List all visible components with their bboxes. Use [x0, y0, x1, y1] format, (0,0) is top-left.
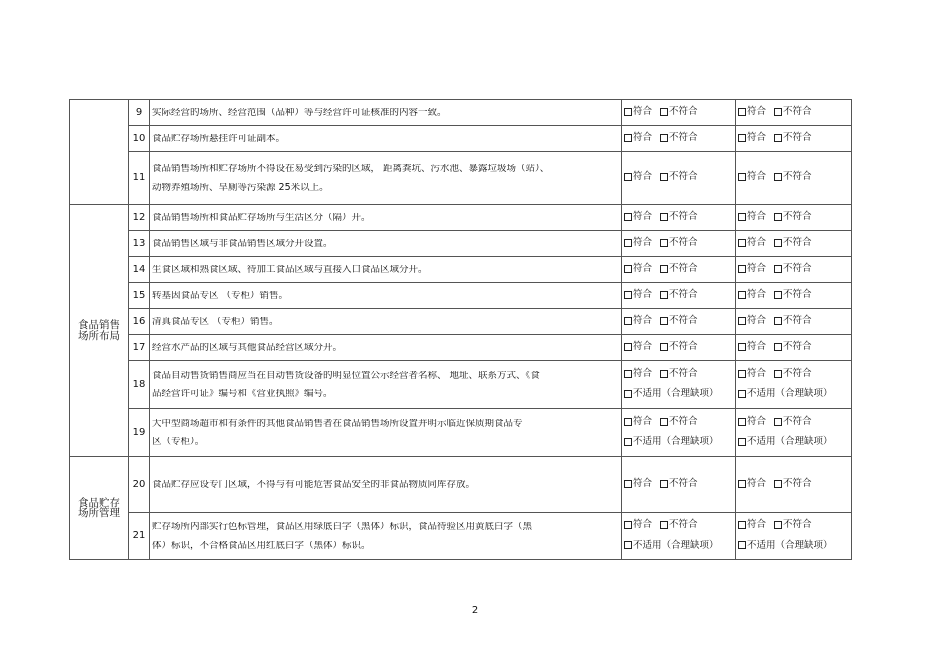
- item-number: 21: [129, 513, 150, 560]
- item-number: 19: [129, 409, 150, 457]
- checkbox-icon[interactable]: [660, 418, 668, 426]
- table-row: [70, 457, 852, 513]
- not-comply-option[interactable]: 不符合: [774, 107, 812, 117]
- item-number: 9: [129, 100, 150, 126]
- comply-option[interactable]: 符合: [624, 107, 652, 117]
- comply-option[interactable]: 符合: [738, 369, 766, 379]
- checkbox-icon[interactable]: [624, 291, 632, 299]
- checkbox-icon[interactable]: [774, 134, 782, 142]
- item-number: 14: [129, 257, 150, 283]
- not-applicable-option[interactable]: 不适用（合理缺项）: [738, 541, 833, 551]
- checkbox-icon[interactable]: [738, 173, 746, 181]
- requirement-text: 清真食品专区 （专柜）销售。: [150, 309, 622, 335]
- not-comply-option[interactable]: 不符合: [660, 479, 698, 489]
- self-check-result: [622, 409, 736, 457]
- not-comply-option[interactable]: 不符合: [774, 316, 812, 326]
- inspection-result: [736, 126, 852, 152]
- item-number: 16: [129, 309, 150, 335]
- checkbox-icon[interactable]: [660, 239, 668, 247]
- requirement-text: 生食区域和熟食区域、待加工食品区域与直接入口食品区域分开。: [150, 257, 622, 283]
- comply-option[interactable]: 符合: [624, 212, 652, 222]
- not-comply-option[interactable]: 不符合: [660, 520, 698, 530]
- requirement-text: 食品销售区域与非食品销售区域分开设置。: [150, 231, 622, 257]
- item-number: 18: [129, 361, 150, 409]
- self-check-result: [622, 283, 736, 309]
- requirement-text: 食品自动售货销售商应当在自动售货设备的明显位置公示经营者名称、 地址、联系方式、《食 品经营许可证》编号和《营业执照》编号。: [150, 361, 622, 409]
- checkbox-icon[interactable]: [774, 418, 782, 426]
- comply-option[interactable]: 符合: [624, 290, 652, 300]
- checkbox-icon[interactable]: [738, 418, 746, 426]
- checkbox-icon[interactable]: [738, 291, 746, 299]
- inspection-result: [736, 231, 852, 257]
- self-check-result: [622, 257, 736, 283]
- checkbox-icon[interactable]: [738, 134, 746, 142]
- not-comply-option[interactable]: 不符合: [660, 417, 698, 427]
- comply-option[interactable]: 符合: [624, 238, 652, 248]
- checkbox-icon[interactable]: [660, 173, 668, 181]
- item-number: 13: [129, 231, 150, 257]
- checkbox-icon[interactable]: [660, 213, 668, 221]
- not-comply-option[interactable]: 不符合: [774, 290, 812, 300]
- checkbox-icon[interactable]: [624, 541, 632, 549]
- comply-option[interactable]: 符合: [624, 264, 652, 274]
- requirement-text: 食品贮存场所悬挂许可证副本。: [150, 126, 622, 152]
- comply-option[interactable]: 符合: [738, 212, 766, 222]
- not-comply-option[interactable]: 不符合: [660, 369, 698, 379]
- comply-option[interactable]: 符合: [738, 479, 766, 489]
- checkbox-icon[interactable]: [660, 134, 668, 142]
- checkbox-icon[interactable]: [624, 418, 632, 426]
- not-comply-option[interactable]: 不符合: [774, 520, 812, 530]
- checkbox-icon[interactable]: [624, 317, 632, 325]
- checkbox-icon[interactable]: [774, 239, 782, 247]
- not-applicable-option[interactable]: 不适用（合理缺项）: [624, 437, 719, 447]
- comply-option[interactable]: 符合: [738, 172, 766, 182]
- not-comply-option[interactable]: 不符合: [660, 290, 698, 300]
- checkbox-icon[interactable]: [738, 265, 746, 273]
- self-check-result: [622, 513, 736, 560]
- table-row: [70, 361, 852, 409]
- checkbox-icon[interactable]: [738, 370, 746, 378]
- self-check-result: [622, 231, 736, 257]
- checkbox-icon[interactable]: [660, 370, 668, 378]
- table-row: [70, 231, 852, 257]
- checkbox-icon[interactable]: [774, 173, 782, 181]
- not-comply-option[interactable]: 不符合: [660, 238, 698, 248]
- not-comply-option[interactable]: 不符合: [774, 479, 812, 489]
- inspection-result: [736, 309, 852, 335]
- table-row: [70, 309, 852, 335]
- comply-option[interactable]: 符合: [624, 342, 652, 352]
- inspection-result: [736, 361, 852, 409]
- checkbox-icon[interactable]: [738, 521, 746, 529]
- not-comply-option[interactable]: 不符合: [774, 369, 812, 379]
- checkbox-icon[interactable]: [738, 213, 746, 221]
- table-row: [70, 335, 852, 361]
- self-check-result: [622, 152, 736, 205]
- inspection-result: [736, 100, 852, 126]
- comply-option[interactable]: 符合: [624, 316, 652, 326]
- not-comply-option[interactable]: 不符合: [660, 107, 698, 117]
- checkbox-icon[interactable]: [624, 213, 632, 221]
- checkbox-icon[interactable]: [738, 438, 746, 446]
- checkbox-icon[interactable]: [624, 480, 632, 488]
- not-comply-option[interactable]: 不符合: [660, 212, 698, 222]
- checkbox-icon[interactable]: [738, 541, 746, 549]
- comply-option[interactable]: 符合: [624, 520, 652, 530]
- checkbox-icon[interactable]: [660, 265, 668, 273]
- page-number: 2: [471, 605, 479, 616]
- comply-option[interactable]: 符合: [738, 238, 766, 248]
- comply-option[interactable]: 符合: [624, 172, 652, 182]
- table-row: [70, 152, 852, 205]
- not-comply-option[interactable]: 不符合: [660, 316, 698, 326]
- item-number: 17: [129, 335, 150, 361]
- self-check-result: [622, 126, 736, 152]
- checkbox-icon[interactable]: [738, 317, 746, 325]
- comply-option[interactable]: 符合: [738, 417, 766, 427]
- checkbox-icon[interactable]: [774, 370, 782, 378]
- checkbox-icon[interactable]: [738, 480, 746, 488]
- not-comply-option[interactable]: 不符合: [774, 264, 812, 274]
- category-cell-storage: 食品贮存 场所管理: [70, 457, 129, 560]
- table-row: [70, 205, 852, 231]
- table-row: [70, 257, 852, 283]
- inspection-result: [736, 152, 852, 205]
- checkbox-icon[interactable]: [660, 343, 668, 351]
- checkbox-icon[interactable]: [774, 265, 782, 273]
- not-comply-option[interactable]: 不符合: [774, 133, 812, 143]
- requirement-text: 转基因食品专区 （专柜）销售。: [150, 283, 622, 309]
- checkbox-icon[interactable]: [624, 390, 632, 398]
- checkbox-icon[interactable]: [624, 134, 632, 142]
- item-number: 20: [129, 457, 150, 513]
- not-applicable-option[interactable]: 不适用（合理缺项）: [624, 389, 719, 399]
- item-number: 15: [129, 283, 150, 309]
- inspection-result: [736, 283, 852, 309]
- checkbox-icon[interactable]: [738, 239, 746, 247]
- comply-option[interactable]: 符合: [624, 479, 652, 489]
- self-check-result: [622, 361, 736, 409]
- comply-option[interactable]: 符合: [738, 342, 766, 352]
- checkbox-icon[interactable]: [774, 343, 782, 351]
- item-number: 10: [129, 126, 150, 152]
- not-comply-option[interactable]: 不符合: [660, 133, 698, 143]
- self-check-result: [622, 100, 736, 126]
- checkbox-icon[interactable]: [624, 265, 632, 273]
- comply-option[interactable]: 符合: [738, 133, 766, 143]
- item-number: 12: [129, 205, 150, 231]
- inspection-result: [736, 257, 852, 283]
- self-check-result: [622, 309, 736, 335]
- not-comply-option[interactable]: 不符合: [774, 238, 812, 248]
- category-cell-layout: 食品销售 场所布局: [70, 205, 129, 457]
- not-applicable-option[interactable]: 不适用（合理缺项）: [738, 389, 833, 399]
- requirement-text: 贮存场所内部实行色标管理，食品区用绿底白字（黑体）标识，食品待验区用黄底白字（黑 体）标识，不合格食品区用红底白字（黑体）标识。: [150, 513, 622, 560]
- not-comply-option[interactable]: 不符合: [774, 212, 812, 222]
- checkbox-icon[interactable]: [774, 108, 782, 116]
- inspection-result: [736, 409, 852, 457]
- item-number: 11: [129, 152, 150, 205]
- comply-option[interactable]: 符合: [738, 316, 766, 326]
- checkbox-icon[interactable]: [738, 343, 746, 351]
- checkbox-icon[interactable]: [738, 390, 746, 398]
- checkbox-icon[interactable]: [624, 343, 632, 351]
- checkbox-icon[interactable]: [774, 213, 782, 221]
- not-comply-option[interactable]: 不符合: [774, 172, 812, 182]
- checkbox-icon[interactable]: [660, 521, 668, 529]
- checkbox-icon[interactable]: [624, 521, 632, 529]
- inspection-result: [736, 335, 852, 361]
- comply-option[interactable]: 符合: [624, 417, 652, 427]
- comply-option[interactable]: 符合: [624, 369, 652, 379]
- table-row: [70, 283, 852, 309]
- requirement-text: 食品销售场所和贮存场所不得设在易受到污染的区域， 距离粪坑、污水池、暴露垃圾场（站）、 动物养殖场所、旱厕等污染源 25米以上。: [150, 152, 622, 205]
- inspection-result: [736, 457, 852, 513]
- requirement-text: 大中型商场超市和有条件的其他食品销售者在食品销售场所设置并明示临近保质期食品专 区（专柜）。: [150, 409, 622, 457]
- requirement-text: 实际经营的场所、经营范围（品种）等与经营许可证核准的内容一致。: [150, 100, 622, 126]
- checkbox-icon[interactable]: [660, 108, 668, 116]
- inspection-checklist-table: [69, 99, 852, 560]
- not-comply-option[interactable]: 不符合: [660, 342, 698, 352]
- comply-option[interactable]: 符合: [624, 133, 652, 143]
- checkbox-icon[interactable]: [660, 317, 668, 325]
- self-check-result: [622, 205, 736, 231]
- not-applicable-option[interactable]: 不适用（合理缺项）: [738, 437, 833, 447]
- inspection-result: [736, 513, 852, 560]
- checkbox-icon[interactable]: [624, 108, 632, 116]
- self-check-result: [622, 457, 736, 513]
- not-comply-option[interactable]: 不符合: [774, 342, 812, 352]
- checkbox-icon[interactable]: [774, 521, 782, 529]
- not-applicable-option[interactable]: 不适用（合理缺项）: [624, 541, 719, 551]
- checkbox-icon[interactable]: [624, 239, 632, 247]
- checkbox-icon[interactable]: [774, 291, 782, 299]
- requirement-text: 食品销售场所和食品贮存场所与生活区分（隔）开。: [150, 205, 622, 231]
- table-row: [70, 513, 852, 560]
- checkbox-icon[interactable]: [660, 480, 668, 488]
- not-comply-option[interactable]: 不符合: [660, 264, 698, 274]
- checkbox-icon[interactable]: [624, 438, 632, 446]
- checkbox-icon[interactable]: [774, 317, 782, 325]
- category-cell-previous: [70, 100, 129, 205]
- requirement-text: 经营水产品的区域与其他食品经营区域分开。: [150, 335, 622, 361]
- comply-option[interactable]: 符合: [738, 520, 766, 530]
- comply-option[interactable]: 符合: [738, 107, 766, 117]
- checkbox-icon[interactable]: [774, 480, 782, 488]
- requirement-text: 食品贮存应设专门区域，不得与有可能危害食品安全的非食品物质同库存放。: [150, 457, 622, 513]
- inspection-result: [736, 205, 852, 231]
- checkbox-icon[interactable]: [624, 173, 632, 181]
- comply-option[interactable]: 符合: [738, 264, 766, 274]
- not-comply-option[interactable]: 不符合: [660, 172, 698, 182]
- table-row: [70, 409, 852, 457]
- table-row: [70, 126, 852, 152]
- not-comply-option[interactable]: 不符合: [774, 417, 812, 427]
- table-row: [70, 100, 852, 126]
- self-check-result: [622, 335, 736, 361]
- comply-option[interactable]: 符合: [738, 290, 766, 300]
- checkbox-icon[interactable]: [624, 370, 632, 378]
- checkbox-icon[interactable]: [738, 108, 746, 116]
- checkbox-icon[interactable]: [660, 291, 668, 299]
